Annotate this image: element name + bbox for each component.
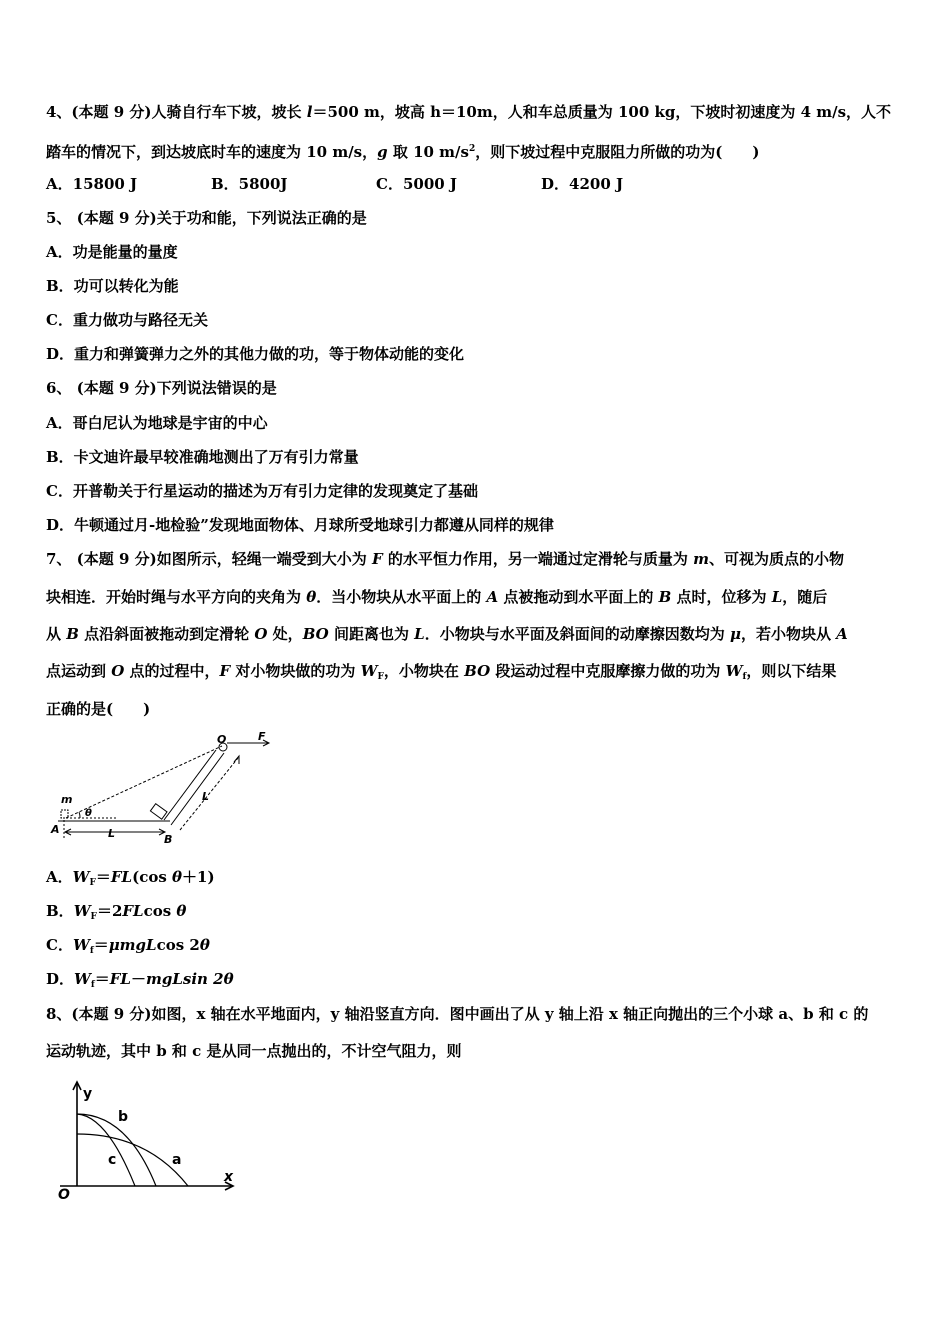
q7-text: 点沿斜面被拖动到定滑轮 [78, 625, 255, 643]
option-label: D． [46, 970, 75, 988]
option-text: ＝ [95, 868, 111, 886]
label-c: c [108, 1152, 117, 1168]
q7-text: 从 [46, 625, 67, 643]
q5-option-a: A．功是能量的量度 [46, 243, 178, 261]
q6-option-a: A．哥白尼认为地球是宇宙的中心 [46, 414, 268, 432]
q7-stem-line3 [46, 624, 848, 644]
option-sub: F [89, 878, 96, 888]
incline-bottom [171, 753, 224, 825]
q7-stem-line2 [46, 587, 827, 607]
q7-text: 点被拖动到水平面上的 [498, 588, 659, 606]
option-sub: F [90, 912, 97, 922]
option-text: cos [143, 902, 177, 920]
q7-text: 、可视为质点的小物 [708, 550, 844, 568]
option-text: － [130, 970, 146, 988]
option-text: ＝ [94, 970, 110, 988]
q7-var: B [66, 625, 79, 643]
q7-var: B [658, 588, 672, 606]
q7-var: F [219, 662, 231, 680]
q7-text: ，则以下结果 [746, 662, 837, 680]
q7-text: 7、 (本题 9 分)如图所示，轻绳一端受到大小为 [46, 550, 372, 568]
q4-text: ＝500 m，坡高 h＝10m，人和车总质量为 100 kg，下坡时初速度为 4 m/s，人不 [312, 103, 892, 121]
q7-var: W [725, 662, 743, 680]
block-on-incline [150, 804, 167, 820]
q7-text: ，若小物块从 [740, 625, 837, 643]
label-y: y [83, 1086, 93, 1102]
option-var: μmgL [108, 936, 157, 954]
q7-text: 点时，位移为 [671, 588, 772, 606]
q4-option-d: D．4200 J [541, 175, 624, 193]
option-sub: f [90, 980, 95, 990]
theta-arc [79, 812, 80, 818]
q7-var: BO [302, 625, 329, 643]
q8-trajectory-diagram [52, 1078, 252, 1208]
q7-text: 点的过程中， [124, 662, 220, 680]
label-l-slope: L [202, 790, 210, 803]
q7-option-b [46, 901, 186, 927]
option-var: θ [176, 902, 187, 920]
option-var: mgL [145, 970, 183, 988]
q7-text: ．当小物块从水平面上的 [316, 588, 487, 606]
q7-text: ．小物块与水平面及斜面间的动摩擦因数均为 [424, 625, 730, 643]
q5-option-d: D．重力和弹簧弹力之外的其他力做的功，等于物体动能的变化 [46, 345, 465, 363]
q7-text: ，随后 [782, 588, 828, 606]
label-b: b [118, 1109, 129, 1125]
q7-var: m [693, 550, 709, 568]
label-l-horizontal: L [108, 827, 116, 840]
q7-text: 段运动过程中克服摩擦力做的功为 [490, 662, 726, 680]
q7-text: 处， [267, 625, 303, 643]
q7-text: 间距离也为 [328, 625, 415, 643]
option-var: θ [172, 868, 183, 886]
option-text: ＋1) [182, 868, 215, 886]
q4-var-g: g [377, 143, 388, 161]
q7-subscript: f [742, 672, 747, 682]
q7-var: θ [306, 588, 317, 606]
q4-var-l: l [306, 103, 313, 121]
label-theta: θ [85, 808, 92, 819]
q5-option-c: C．重力做功与路径无关 [46, 311, 208, 329]
q7-text: 点运动到 [46, 662, 112, 680]
q7-stem-line4 [46, 661, 836, 687]
block-m [61, 810, 68, 818]
q7-var: F [371, 550, 383, 568]
q4-stem-line1 [46, 102, 891, 122]
q4-superscript: 2 [468, 144, 476, 154]
label-f: F [258, 730, 266, 743]
q7-subscript: F [377, 672, 384, 682]
label-a: a [172, 1152, 182, 1168]
option-text: cos 2 [156, 936, 200, 954]
q6-stem: 6、 (本题 9 分)下列说法错误的是 [46, 379, 277, 397]
q6-option-b: B．卡文迪许最早较准确地测出了万有引力常量 [46, 448, 359, 466]
option-var: W [73, 902, 91, 920]
q7-option-c [46, 935, 210, 961]
q8-stem-line1: 8、(本题 9 分)如图，x 轴在水平地面内，y 轴沿竖直方向．图中画出了从 y 轴上沿 x 轴正向抛出的三个小球 a、b 和 c 的 [46, 1005, 869, 1023]
q7-stem-line1 [46, 549, 844, 569]
q7-text: ，小物块在 [383, 662, 465, 680]
option-label: A． [46, 868, 73, 886]
q7-text: 对小物块做的功为 [230, 662, 361, 680]
q4-text: 踏车的情况下，到达坡底时车的速度为 10 m/s， [46, 143, 378, 161]
option-var: FL [109, 970, 131, 988]
q7-var: A [486, 588, 499, 606]
option-text: (cos [132, 868, 173, 886]
label-o: O [217, 733, 227, 746]
q7-var: BO [464, 662, 491, 680]
q4-option-a: A．15800 J [46, 175, 138, 193]
q4-text: 4、(本题 9 分)人骑自行车下坡，坡长 [46, 103, 307, 121]
q4-options [46, 174, 623, 194]
q7-var: L [771, 588, 783, 606]
q7-var: O [111, 662, 125, 680]
q6-option-d: D．牛顿通过月-地检验”发现地面物体、月球所受地球引力都遵从同样的规律 [46, 516, 554, 534]
option-var: W [74, 970, 91, 988]
q7-var: L [414, 625, 425, 643]
q4-option-c: C．5000 J [376, 175, 458, 193]
label-x: x [224, 1169, 234, 1185]
option-var: θ [199, 936, 210, 954]
option-text: ＝ [93, 936, 109, 954]
option-sub: f [89, 946, 94, 956]
option-text: ＝2 [96, 902, 123, 920]
q7-text: 的水平恒力作用，另一端通过定滑轮与质量为 [382, 550, 694, 568]
label-a: A [51, 823, 60, 836]
q7-var: O [254, 625, 268, 643]
q5-option-b: B．功可以转化为能 [46, 277, 179, 295]
q4-text: 取 10 m/s [387, 143, 469, 161]
q8-stem-line2: 运动轨迹，其中 b 和 c 是从同一点抛出的，不计空气阻力，则 [46, 1042, 462, 1060]
q7-var: A [836, 625, 848, 643]
q7-pulley-diagram [46, 728, 276, 846]
q7-option-d [46, 969, 234, 995]
option-var: W [72, 936, 90, 954]
option-label: B． [46, 902, 74, 920]
q4-option-b: B．5800J [211, 175, 288, 193]
label-b: B [164, 833, 173, 846]
q7-stem-line5: 正确的是( ) [46, 700, 151, 718]
option-var: FL [122, 902, 144, 920]
q7-text: 块相连．开始时绳与水平方向的夹角为 [46, 588, 307, 606]
label-origin: O [58, 1187, 70, 1203]
q7-var: W [360, 662, 378, 680]
q4-stem-line2 [46, 139, 759, 162]
q7-option-a [46, 867, 215, 893]
q5-stem: 5、 (本题 9 分)关于功和能，下列说法正确的是 [46, 209, 367, 227]
option-var: FL [110, 868, 133, 886]
q4-text: ，则下坡过程中克服阻力所做的功为( ) [475, 143, 760, 161]
q7-var: μ [729, 625, 741, 643]
option-label: C． [46, 936, 73, 954]
trajectory-b [77, 1114, 156, 1186]
option-var: W [72, 868, 90, 886]
label-m: m [61, 793, 73, 806]
option-text: sin 2θ [182, 970, 234, 988]
q6-option-c: C．开普勒关于行星运动的描述为万有引力定律的发现奠定了基础 [46, 482, 478, 500]
